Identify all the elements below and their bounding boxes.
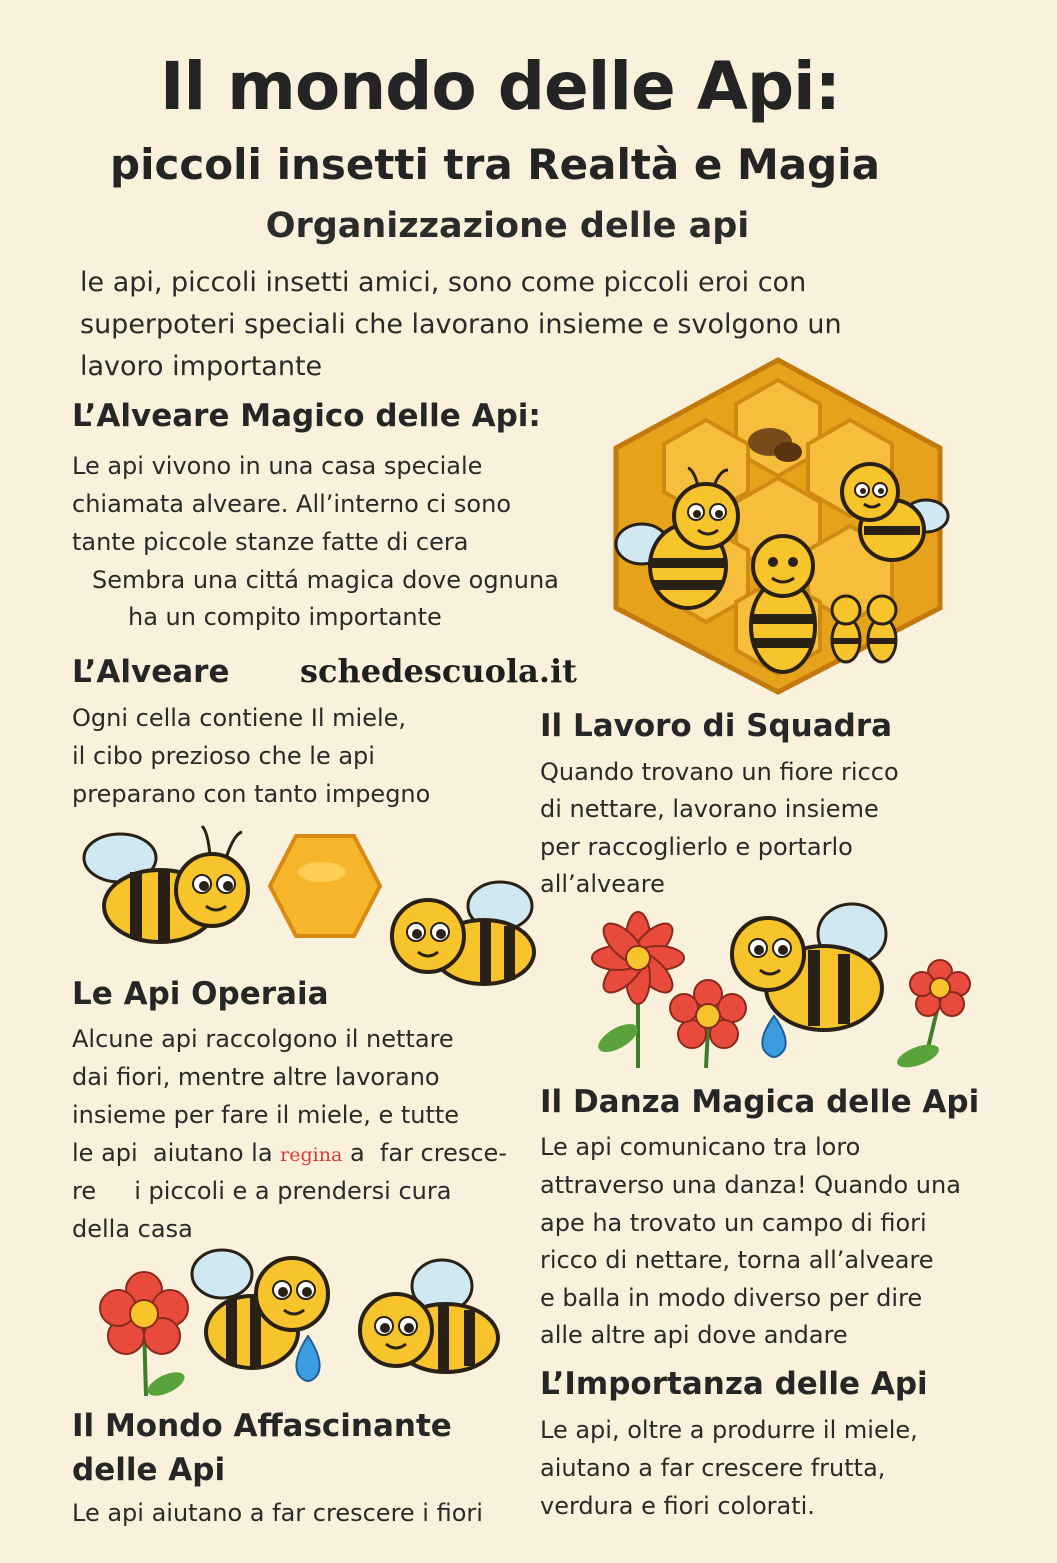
text-danza-1: Le api comunicano tra loro [540,1133,861,1161]
text-importanza-2: aiutano a far crescere frutta, [540,1454,886,1482]
text-operaia-5: re i piccoli e a prendersi cura [72,1177,452,1205]
text-lavoro-4: all’alveare [540,870,665,898]
text-lavoro-2: di nettare, lavorano insieme [540,795,879,823]
text-operaia-4b: a far cresce- [342,1139,507,1167]
flower-icon [894,960,970,1072]
flower-bee-illustration [588,888,1008,1078]
bee-icon [732,904,886,1030]
site-watermark: schedescuola.it [300,652,577,690]
bee-icon [618,462,748,612]
heading-lavoro-squadra: Il Lavoro di Squadra [540,708,893,744]
text-mondo-affascinante: Le api aiutano a far crescere i fiori [72,1499,483,1527]
text-alveare-magico-1: Le api vivono in una casa speciale [72,452,483,480]
text-alveare-2: il cibo prezioso che le api [72,742,375,770]
heading-importanza: L’Importanza delle Api [540,1366,928,1402]
text-alveare-3: preparano con tanto impegno [72,780,431,808]
flower-icon [592,912,684,1068]
section-title: Organizzazione delle api [265,206,750,246]
intro-line: superpoteri speciali che lavorano insieme e svolgono un [80,309,842,340]
water-drop-icon [762,1016,785,1057]
text-alveare-1: Ogni cella contiene Il miele, [72,704,407,732]
bee-icon [828,588,902,668]
text-importanza-1: Le api, oltre a produrre il miele, [540,1416,918,1444]
flower-icon [670,980,746,1068]
text-danza-3: ape ha trovato un campo di fiori [540,1209,927,1237]
bee-icon [80,818,250,948]
text-danza-4: ricco di nettare, torna all’alveare [540,1246,934,1274]
text-alveare-magico-4: Sembra una cittá magica dove ognuna [92,566,559,594]
text-operaia-2: dai fiori, mentre altre lavorano [72,1063,440,1091]
text-operaia-6: della casa [72,1215,193,1243]
bee-icon [384,866,544,994]
text-alveare-magico-5: ha un compito importante [128,603,442,631]
heading-api-operaia: Le Api Operaia [72,976,329,1012]
heading-alveare-magico: L’Alveare Magico delle Api: [72,398,541,434]
heading-mondo-affascinante-2: delle Api [72,1452,226,1488]
intro-line: lavoro importante [80,351,323,382]
text-danza-2: attraverso una danza! Quando una [540,1171,961,1199]
text-alveare-magico-3: tante piccole stanze fatte di cera [72,528,469,556]
heading-mondo-affascinante-1: Il Mondo Affascinante [72,1408,452,1444]
bee-icon [360,1260,498,1372]
text-operaia-4a: le api aiutano la [72,1139,281,1167]
page-title: Il mondo delle Api: [159,48,841,125]
text-lavoro-1: Quando trovano un fiore ricco [540,758,899,786]
text-operaia-3: insieme per fare il miele, e tutte [72,1101,460,1129]
page-subtitle: piccoli insetti tra Realtà e Magia [110,140,880,189]
heading-alveare: L’Alveare [72,654,230,690]
heading-danza-magica: Il Danza Magica delle Api [540,1084,980,1120]
flower-icon [100,1272,188,1401]
bee-icon [740,530,826,676]
honey-cell-icon [266,832,384,940]
intro-line: le api, piccoli insetti amici, sono come piccoli eroi con [80,267,807,298]
text-danza-6: alle altre api dove andare [540,1321,848,1349]
water-drop-icon [296,1336,319,1381]
text-alveare-magico-2: chiamata alveare. All’interno ci sono [72,490,512,518]
text-lavoro-3: per raccoglierlo e portarlo [540,833,853,861]
highlight-regina: regina [280,1144,343,1166]
text-danza-5: e balla in modo diverso per dire [540,1284,923,1312]
bee-icon [826,446,950,566]
text-importanza-3: verdura e fiori colorati. [540,1492,815,1520]
text-operaia-1: Alcune api raccolgono il nettare [72,1025,454,1053]
flower-bees-illustration [86,1234,516,1404]
text-operaia-4 [72,1134,507,1174]
